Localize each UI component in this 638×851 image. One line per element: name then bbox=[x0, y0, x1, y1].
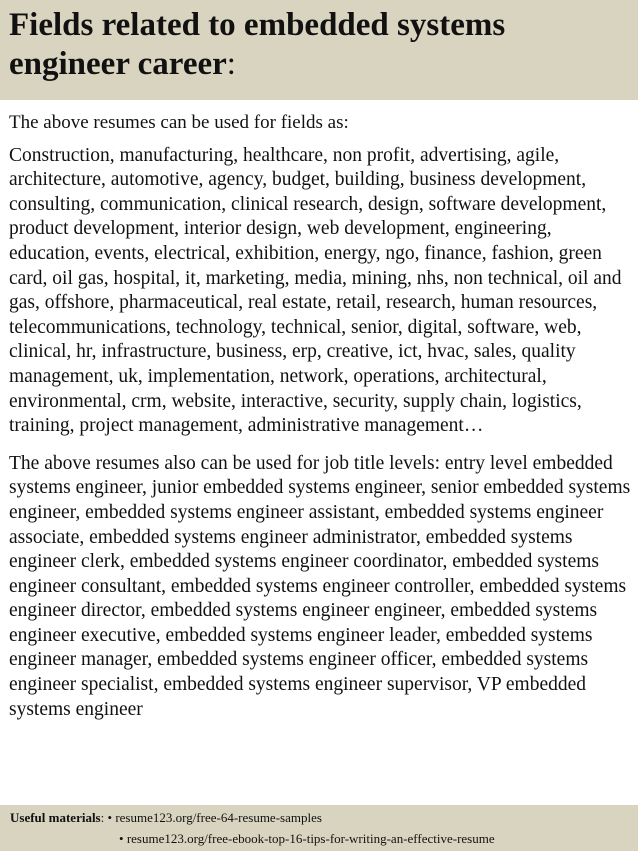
title-banner bbox=[0, 0, 638, 100]
title-colon: : bbox=[226, 46, 236, 82]
useful-materials-label: Useful materials bbox=[10, 810, 101, 825]
bullet-2: • bbox=[119, 831, 124, 846]
main-content bbox=[9, 111, 633, 805]
footer-row-1 bbox=[10, 807, 638, 828]
footer-banner bbox=[0, 805, 638, 851]
job-levels-paragraph: The above resumes also can be used for job title levels: entry level embedded systems engineer, junior embedded systems engineer, senior embedded systems engineer, embedded systems engineer assistant, embedded systems engineer associate, embedded systems engineer administrator, embedded systems engineer clerk, embedded systems engineer coordinator, embedded systems engineer consultant, embedded systems engineer controller, embedded systems engineer director, embedded systems engineer engineer, embedded systems engineer executive, embedded systems engineer leader, embedded systems engineer manager, embedded systems engineer officer, embedded systems engineer specialist, embedded systems engineer supervisor, VP embedded systems engineer bbox=[9, 452, 631, 720]
intro-text: The above resumes can be used for fields as: bbox=[9, 112, 349, 133]
useful-materials-colon: : bbox=[100, 810, 105, 825]
resource-link-2[interactable]: resume123.org/free-ebook-top-16-tips-for-writing-an-effective-resume bbox=[126, 831, 495, 846]
fields-paragraph: Construction, manufacturing, healthcare, non profit, advertising, agile, architecture, automotive, agency, budget, building, business development, consulting, communication, clinical research, design, software development, product development, interior design, web development, engineering, education, events, electrical, exhibition, energy, ngo, finance, fashion, green card, oil gas, hospital, it, marketing, media, mining, nhs, non technical, oil and gas, offshore, pharmaceutical, real estate, retail, research, human resources, telecommunications, technology, technical, senior, digital, software, web, clinical, hr, infrastructure, business, erp, creative, ict, hvac, sales, quality management, uk, implementation, network, operations, architectural, environmental, crm, website, interactive, security, supply chain, logistics, training, project management, administrative management… bbox=[9, 144, 622, 437]
footer-row-2 bbox=[10, 828, 638, 849]
bullet-1: • bbox=[107, 810, 113, 825]
page-title bbox=[9, 6, 630, 84]
title-line-2: engineer career bbox=[9, 46, 227, 82]
resource-link-1[interactable]: resume123.org/free-64-resume-samples bbox=[115, 810, 322, 825]
title-line-1: Fields related to embedded systems bbox=[9, 7, 506, 43]
